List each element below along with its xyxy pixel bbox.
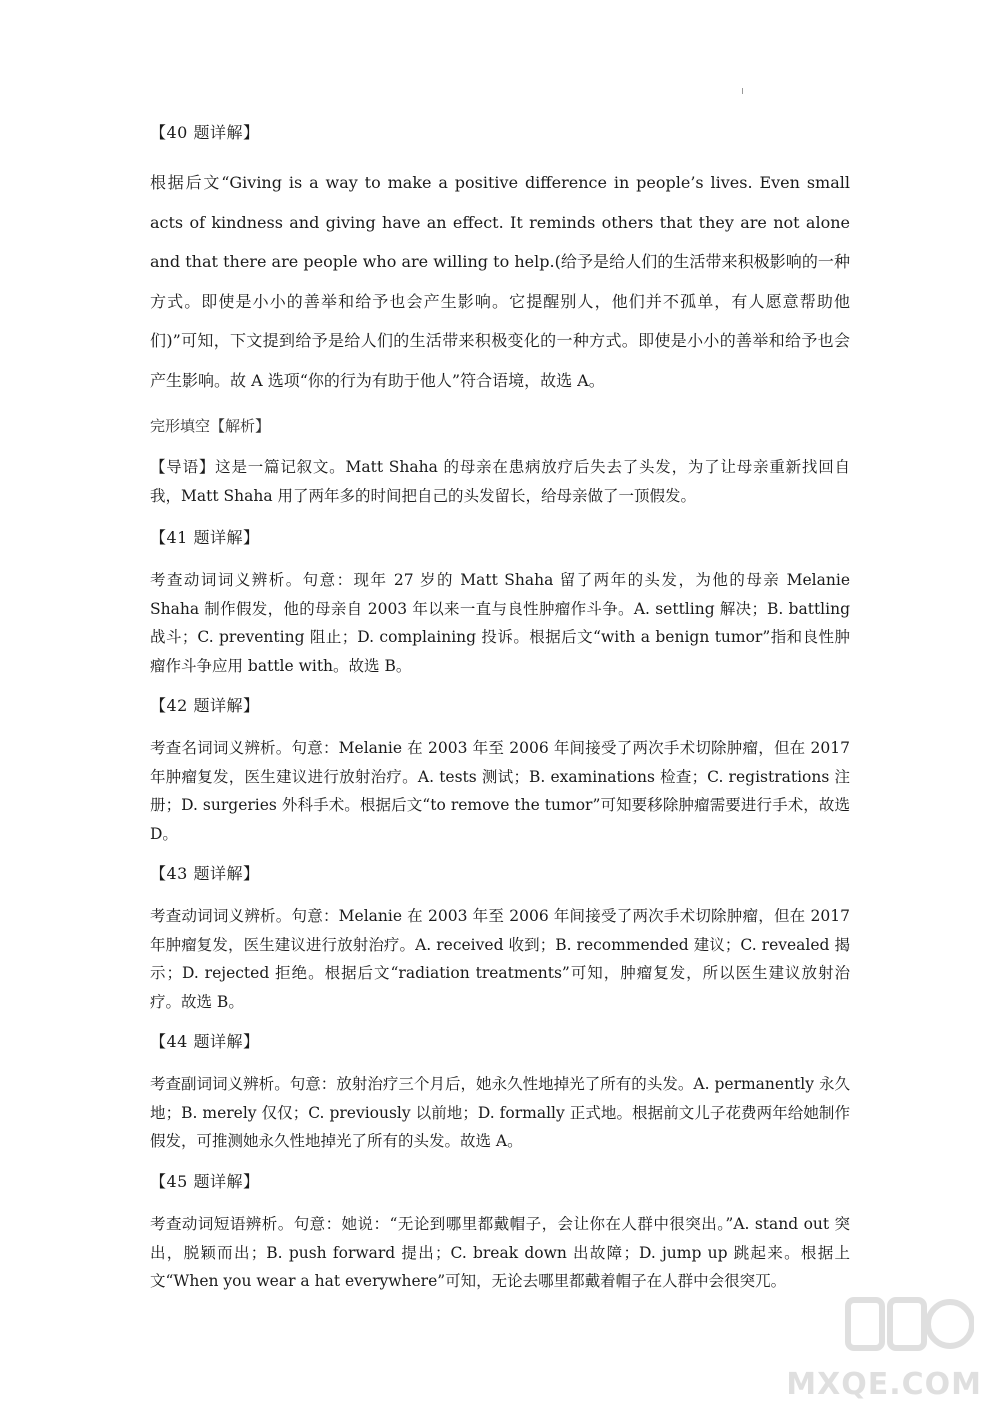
- q43-heading: 【43 题详解】: [150, 864, 260, 883]
- q40-heading: 【40 题详解】: [150, 123, 260, 142]
- q40-paragraph: 根据后文“Giving is a way to make a positive difference in people’s lives. Even small acts of kindness and giving have an effect. It reminds others that they are not alone and that there are people who are willing to help.(给予是给人们的生活带来积极影响的一种方式。即使是小小的善举和给予也会产生影响。它提醒别人，他们并不孤单，有人愿意帮助他们)”可知，下文提到给予是给人们的生活带来积极变化的一种方式。即使是小小的善举和给予也会产生影响。故 A 选项“你的行为有助于他人”符合语境，故选 A。: [150, 173, 850, 390]
- cloze-intro: 【导语】这是一篇记叙文。Matt Shaha 的母亲在患病放疗后失去了头发，为了让母亲重新找回自我，Matt Shaha 用了两年多的时间把自己的头发留长，给母亲做了一顶假发。: [150, 458, 850, 505]
- scan-speck: [742, 88, 743, 94]
- q44-paragraph: 考查副词词义辨析。句意：放射治疗三个月后，她永久性地掉光了所有的头发。A. permanently 永久地；B. merely 仅仅；C. previously 以前地；D. formally 正式地。根据前文儿子花费两年给她制作假发，可推测她永久性地掉光了所有的头发。故选 A。: [150, 1075, 850, 1151]
- q43-paragraph: 考查动词词义辨析。句意：Melanie 在 2003 年至 2006 年间接受了两次手术切除肿瘤，但在 2017 年肿瘤复发，医生建议进行放射治疗。A. received 收到；B. recommended 建议；C. revealed 揭示；D. rejected 拒绝。根据后文“radiation treatments”可知，肿瘤复发，所以医生建议放射治疗。故选 B。: [150, 907, 850, 1011]
- watermark-emblem-icon: [844, 1290, 974, 1358]
- watermark-text: MXQE.COM: [786, 1367, 982, 1402]
- q45-paragraph: 考查动词短语辨析。句意：她说：“无论到哪里都戴帽子，会让你在人群中很突出。”A. stand out 突出，脱颖而出；B. push forward 提出；C. break down 出故障；D. jump up 跳起来。根据上文“When you wear a hat everywhere”可知，无论去哪里都戴着帽子在人群中会很突兀。: [150, 1215, 850, 1291]
- cloze-section-label: 完形填空【解析】: [150, 417, 271, 435]
- q41-heading: 【41 题详解】: [150, 528, 260, 547]
- q42-heading: 【42 题详解】: [150, 696, 260, 715]
- q45-heading: 【45 题详解】: [150, 1172, 260, 1191]
- q42-paragraph: 考查名词词义辨析。句意：Melanie 在 2003 年至 2006 年间接受了两次手术切除肿瘤，但在 2017 年肿瘤复发，医生建议进行放射治疗。A. tests 测试；B. examinations 检查；C. registrations 注册；D. surgeries 外科手术。根据后文“to remove the tumor”可知要移除肿瘤需要进行手术，故选 D。: [150, 739, 850, 843]
- q44-heading: 【44 题详解】: [150, 1032, 260, 1051]
- q41-paragraph: 考查动词词义辨析。句意：现年 27 岁的 Matt Shaha 留了两年的头发，为他的母亲 Melanie Shaha 制作假发，他的母亲自 2003 年以来一直与良性肿瘤作斗争。A. settling 解决；B. battling 战斗；C. preventing 阻止；D. complaining 投诉。根据后文“with a benign tumor”指和良性肿瘤作斗争应用 battle with。故选 B。: [150, 571, 850, 675]
- watermark-logo: [786, 1290, 982, 1402]
